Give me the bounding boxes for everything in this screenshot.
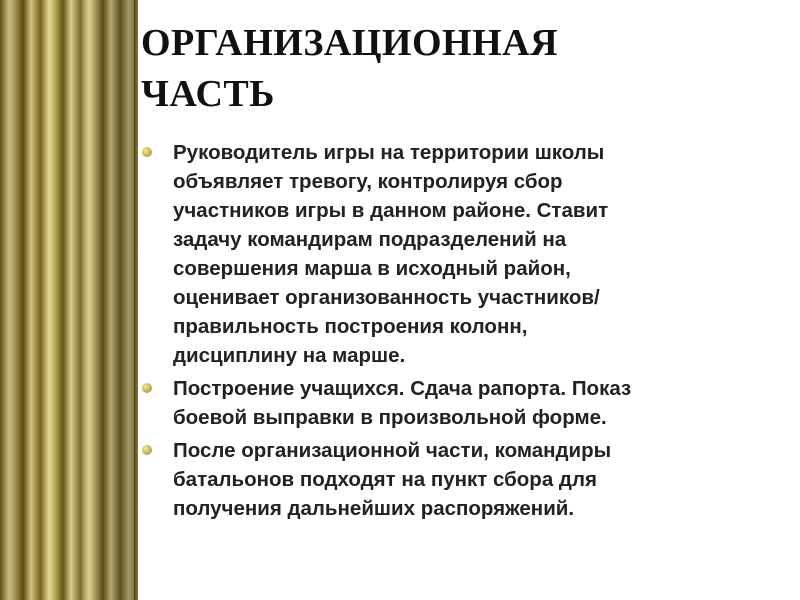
- bullet-item: [136, 138, 786, 370]
- bullet-text-line: задачу командирам подразделений на: [173, 228, 567, 251]
- curtain-shade: [0, 0, 138, 600]
- bullet-text-line: дисциплину на марше.: [173, 344, 406, 367]
- bullet-text-line: батальонов подходят на пункт сбора для: [173, 468, 597, 491]
- bullet-text-line: участников игры в данном районе. Ставит: [173, 199, 609, 222]
- bullet-text-line: получения дальнейших распоряжений.: [173, 497, 575, 520]
- bullet-text-line: Руководитель игры на территории школы: [173, 141, 605, 164]
- bullet-text-line: После организационной части, командиры: [173, 439, 612, 462]
- bullet-text-line: совершения марша в исходный район,: [173, 257, 571, 280]
- bullet-text-line: объявляет тревогу, контролируя сбор: [173, 170, 563, 193]
- title-line: ОРГАНИЗАЦИОННАЯ: [141, 22, 559, 64]
- bullet-text-line: правильность построения колонн,: [173, 315, 528, 338]
- bullet-text-line: боевой выправки в произвольной форме.: [173, 406, 607, 429]
- bullet-dot-icon: [142, 445, 152, 455]
- bullet-text-line: оценивает организованность участников/: [173, 286, 600, 309]
- bullet-item: [136, 436, 786, 523]
- bullet-item: [136, 374, 786, 432]
- bullet-text-line: Построение учащихся. Сдача рапорта. Показ: [173, 377, 632, 400]
- title-line: ЧАСТЬ: [141, 73, 275, 115]
- bullet-list: [136, 138, 786, 527]
- slide-title: [141, 18, 781, 120]
- bullet-dot-icon: [142, 147, 152, 157]
- bullet-dot-icon: [142, 383, 152, 393]
